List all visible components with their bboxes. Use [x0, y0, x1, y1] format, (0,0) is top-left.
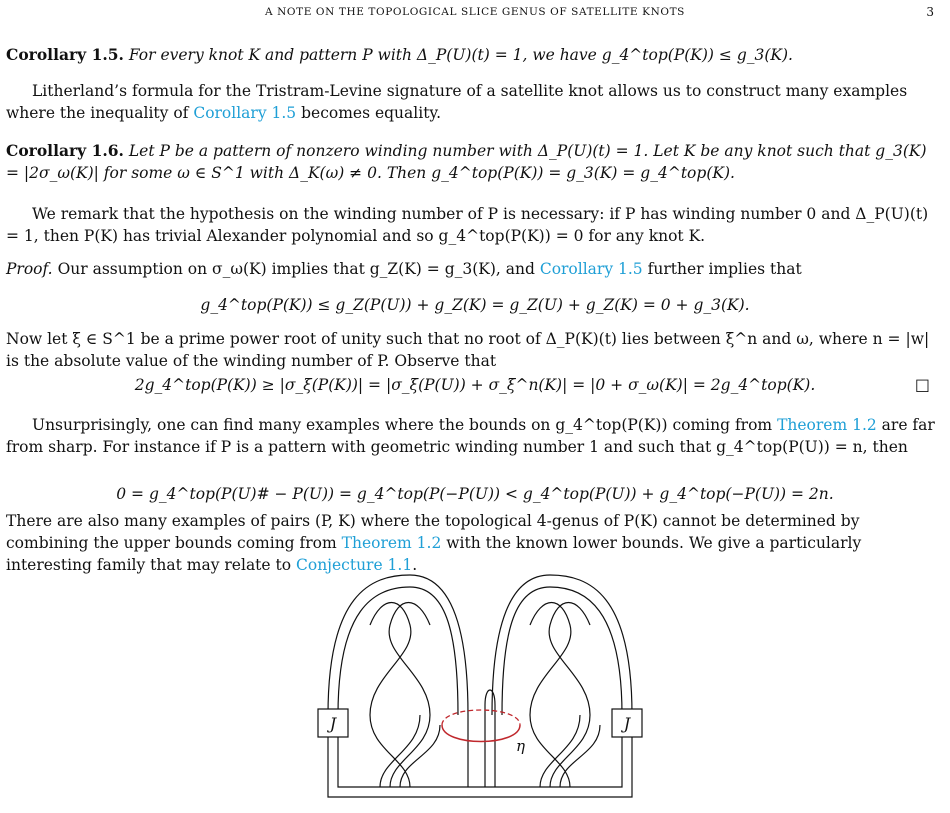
center-cap: [485, 690, 495, 705]
proof-label: Proof.: [6, 260, 53, 278]
paragraph-remark: [6, 203, 942, 247]
right-braid-4: [560, 725, 600, 787]
corollary-1-5: [6, 44, 942, 66]
litherland-text-2: becomes equality.: [296, 104, 442, 122]
right-arch-outer: [492, 575, 632, 715]
left-box-label: J: [329, 714, 337, 733]
right-box-label: J: [623, 714, 631, 733]
eta-curve: [442, 710, 525, 755]
left-arch-outer: [328, 575, 468, 715]
paragraph-litherland: [6, 80, 942, 124]
right-arch-inner: [502, 587, 622, 715]
corollary-1-6-label: Corollary 1.6.: [6, 141, 124, 160]
right-braid-3: [540, 715, 580, 787]
equation-1: g_4^top(P(K)) ≤ g_Z(P(U)) + g_Z(K) = g_Z(U) + g_Z(K) = 0 + g_3(K).: [200, 296, 750, 314]
now-let-text: Now let ξ ∈ S^1 be a prime power root of unity such that no root of Δ_P(K)(t) lies between ξ^n and ω, where n = |w| is the absolute value of the winding number of P. Observe that: [6, 330, 930, 370]
equation-3: 0 = g_4^top(P(U)# − P(U)) = g_4^top(P(−P(U)) < g_4^top(P(U)) + g_4^top(−P(U)) = 2n.: [116, 485, 834, 503]
paragraph-now-let: [6, 328, 942, 372]
corollary-1-5-label: Corollary 1.5.: [6, 45, 124, 64]
running-title: A NOTE ON THE TOPOLOGICAL SLICE GENUS OF SATELLITE KNOTS: [265, 6, 685, 18]
unsurprisingly-text-2: are far from sharp. For instance if P is a pattern with geometric winding number 1 and such that g_4^top(P(U)) = n, then: [6, 416, 935, 456]
satellite-knot-diagram: [310, 565, 650, 805]
link-corollary-1-5[interactable]: Corollary 1.5: [193, 104, 297, 122]
remark-text: We remark that the hypothesis on the winding number of P is necessary: if P has winding number 0 and Δ_P(U)(t) = 1, then P(K) has trivial Alexander polynomial and so g_4^top(P(K)) = 0 for any knot K.: [6, 205, 929, 245]
knot-strands: [328, 575, 632, 797]
pairs-text-2: with the known lower bounds. We give a particularly interesting family that may relate to: [6, 534, 862, 574]
equation-2: 2g_4^top(P(K)) ≥ |σ_ξ(P(K))| = |σ_ξ(P(U)) + σ_ξ^n(K)| = |0 + σ_ω(K)| = 2g_4^top(K).: [134, 376, 816, 394]
link-theorem-1-2-b[interactable]: Theorem 1.2: [341, 534, 442, 552]
page-number: 3: [926, 5, 934, 19]
left-braid-3: [380, 715, 420, 787]
proof-text-1: Our assumption on σ_ω(K) implies that g_Z(K) = g_3(K), and: [57, 260, 540, 278]
paragraph-unsurprisingly: [6, 414, 942, 458]
page-header: [0, 1, 950, 21]
pairs-text-3: .: [412, 556, 418, 574]
unsurprisingly-text-1: Unsurprisingly, one can find many examples where the bounds on g_4^top(P(K)) coming from: [32, 416, 778, 434]
proof-text-2: further implies that: [642, 260, 802, 278]
left-braid-4: [400, 725, 440, 787]
eta-label: η: [516, 737, 525, 755]
eta-curve-front: [442, 725, 520, 742]
left-j-box: [318, 709, 348, 737]
pairs-text-1: There are also many examples of pairs (P, K) where the topological 4-genus of P(K) cannot be determined by combining the upper bounds coming from: [6, 512, 860, 552]
link-corollary-1-5-proof[interactable]: Corollary 1.5: [539, 260, 643, 278]
litherland-text-1: Litherland’s formula for the Tristram-Levine signature of a satellite knot allows us to construct many examples where the inequality of: [6, 82, 908, 122]
left-arch-inner: [338, 587, 458, 715]
outer-band-outer: [328, 725, 632, 797]
link-conjecture-1-1[interactable]: Conjecture 1.1: [296, 556, 413, 574]
corollary-1-5-text: For every knot K and pattern P with Δ_P(U)(t) = 1, we have g_4^top(P(K)) ≤ g_3(K).: [128, 46, 793, 64]
qed-symbol: □: [914, 375, 930, 394]
corollary-1-6: [6, 140, 942, 184]
proof-paragraph: [6, 258, 942, 280]
eta-curve-back: [442, 710, 520, 725]
corollary-1-6-text: Let P be a pattern of nonzero winding number with Δ_P(U)(t) = 1. Let K be any knot such that g_3(K) = |2σ_ω(K)| for some ω ∈ S^1 with Δ_K(ω) ≠ 0. Then g_4^top(P(K)) = g_3(K) = g_4^top(K).: [6, 142, 927, 182]
link-theorem-1-2[interactable]: Theorem 1.2: [777, 416, 877, 434]
right-j-box: [612, 709, 642, 737]
